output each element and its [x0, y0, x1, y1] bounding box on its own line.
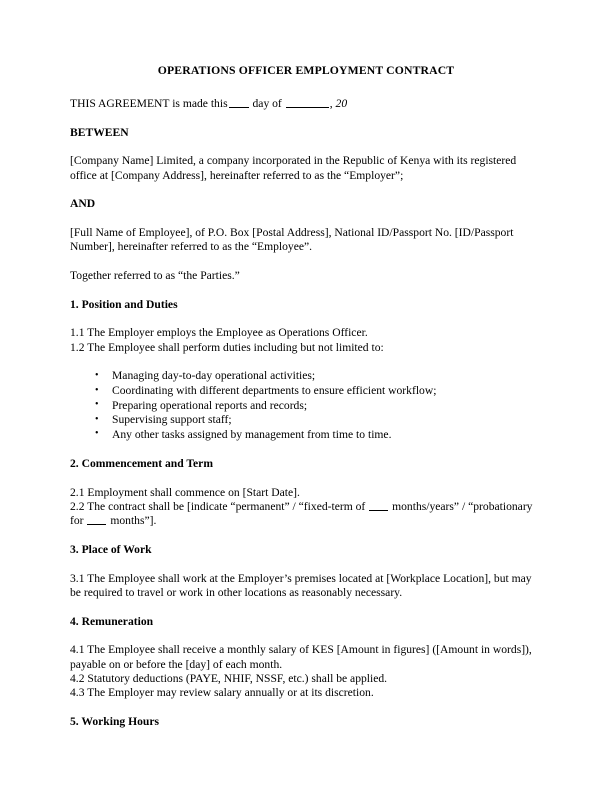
duties-list	[70, 369, 542, 442]
employee-paragraph: [Full Name of Employee], of P.O. Box [Postal Address], National ID/Passport No. [ID/Passport Number], hereinafter referred to as the “Employee”.	[70, 226, 514, 254]
day-blank-field[interactable]	[229, 107, 249, 108]
month-blank-field[interactable]	[286, 107, 329, 108]
probation-months-blank-field[interactable]	[87, 524, 106, 525]
between-heading: BETWEEN	[70, 125, 129, 139]
employer-paragraph: [Company Name] Limited, a company incorporated in the Republic of Kenya with its registered office at [Company Address], hereinafter referred to as the “Employer”;	[70, 154, 517, 182]
clause-2-2	[70, 500, 542, 529]
list-item: • Any other tasks assigned by management from time to time.	[70, 428, 542, 443]
agreement-date-middle: day of	[252, 97, 282, 110]
agreement-year: 20	[335, 97, 348, 110]
list-item: • Coordinating with different departments to ensure efficient workflow;	[70, 384, 542, 399]
clause-2-2-part2: months/years” / “probationary for	[70, 499, 533, 528]
clause-1-1: 1.1 The Employer employs the Employee as Operations Officer.	[70, 326, 368, 340]
clause-1-2: 1.2 The Employee shall perform duties including but not limited to:	[70, 340, 384, 354]
position-and-duties-clauses	[70, 326, 542, 355]
section-heading-commencement-and-term: 2. Commencement and Term	[70, 456, 213, 470]
clause-4-2: 4.2 Statutory deductions (PAYE, NHIF, NSSF, etc.) shall be applied.	[70, 671, 388, 685]
section-heading-working-hours: 5. Working Hours	[70, 714, 160, 728]
clause-2-2-part1: 2.2 The contract shall be [indicate “permanent” / “fixed-term of	[70, 499, 366, 513]
clause-2-2-part3: months”].	[110, 514, 157, 528]
list-item: • Preparing operational reports and records;	[70, 399, 542, 414]
section-heading-position-and-duties: 1. Position and Duties	[70, 297, 178, 311]
parties-paragraph: Together referred to as “the Parties.”	[70, 268, 240, 282]
document-body	[70, 64, 542, 744]
agreement-date-line	[70, 97, 542, 111]
remuneration-clauses	[70, 643, 542, 700]
clause-3-1: 3.1 The Employee shall work at the Employer’s premises located at [Workplace Location], but may be required to travel or work in other locations as reasonably necessary.	[70, 571, 532, 599]
agreement-date-prefix: THIS AGREEMENT is made this	[70, 97, 228, 110]
page-title: OPERATIONS OFFICER EMPLOYMENT CONTRACT	[157, 64, 455, 77]
commencement-and-term-clauses	[70, 486, 542, 529]
clause-4-3: 4.3 The Employer may review salary annually or at its discretion.	[70, 686, 374, 700]
section-heading-remuneration: 4. Remuneration	[70, 614, 154, 628]
clause-2-1: 2.1 Employment shall commence on [Start Date].	[70, 485, 300, 499]
list-item: • Supervising support staff;	[70, 413, 542, 428]
list-item: • Managing day-to-day operational activities;	[70, 369, 542, 384]
agreement-date-comma: ,	[329, 97, 333, 110]
term-months-blank-field[interactable]	[369, 510, 388, 511]
clause-4-1: 4.1 The Employee shall receive a monthly salary of KES [Amount in figures] ([Amount in words]), payable on or before the [day] of each month.	[70, 643, 532, 671]
and-heading: AND	[70, 197, 96, 211]
section-heading-place-of-work: 3. Place of Work	[70, 542, 152, 556]
